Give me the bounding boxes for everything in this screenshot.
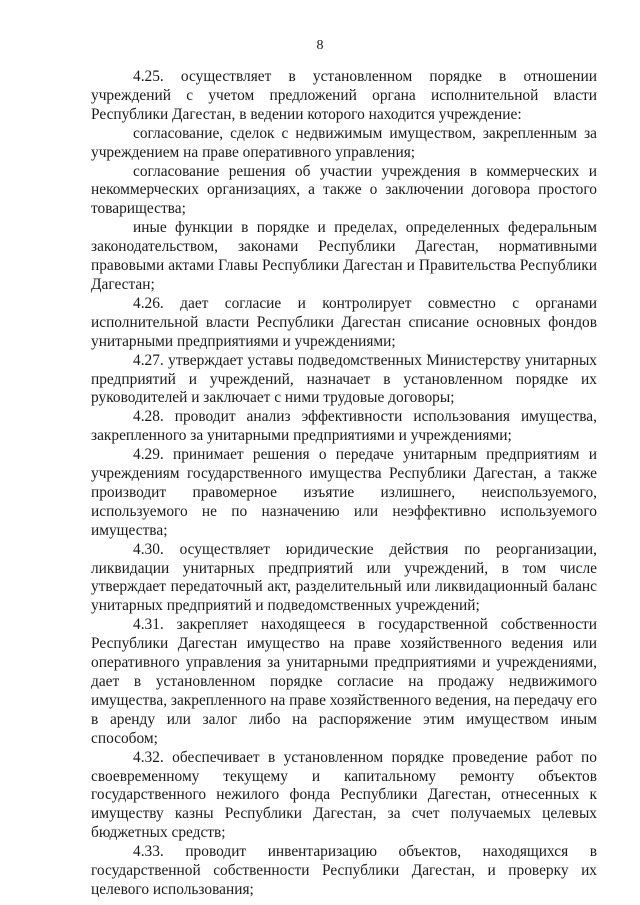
paragraph-approval-real-estate: согласование, сделок с недвижимым имуществом, закрепленным за учреждением на праве оперативного управления; (91, 124, 597, 161)
paragraph-4-25: 4.25. осуществляет в установленном порядке в отношении учреждений с учетом предложений органа исполнительной власти Республики Дагестан, в ведении которого находится учреждение: (91, 68, 597, 123)
paragraph-4-27: 4.27. утверждает уставы подведомственных Министерству унитарных предприятий и учреждений, назначает в установленном порядке их руководителей и заключает с ними трудовые договоры; (91, 351, 597, 407)
paragraph-4-31: 4.31. закрепляет находящееся в государственной собственности Республики Дагестан имущество на праве хозяйственного ведения или оперативного управления за унитарными предприятиями и учреждениями, дает в установленном порядке согласие на продажу недвижимого имущества, закрепленного на праве хозяйственного ведения, на передачу его в аренду или залог либо на распоряжение этим имуществом иным способом; (91, 616, 597, 747)
paragraph-4-32: 4.32. обеспечивает в установленном порядке проведение работ по своевременному текущему и капитальному ремонту объектов государственного нежилого фонда Республики Дагестан, отнесенных к имуществу казны Республики Дагестан, за счет получаемых целевых бюджетных средств; (91, 748, 597, 842)
paragraph-4-33: 4.33. проводит инвентаризацию объектов, находящихся в государственной собственности Республики Дагестан, и проверку их целевого использования; (91, 843, 597, 898)
paragraph-4-28: 4.28. проводит анализ эффективности использования имущества, закрепленного за унитарными предприятиями и учреждениями; (91, 408, 597, 445)
paragraph-other-functions: иные функции в порядке и пределах, определенных федеральным законодательством, законами Республики Дагестан, нормативными правовыми актами Главы Республики Дагестан и Правительства Республики Дагестан; (91, 219, 597, 293)
paragraph-approval-participation: согласование решения об участии учреждения в коммерческих и некоммерческих организациях, а также о заключении договора простого товарищества; (91, 162, 597, 218)
paragraph-4-30: 4.30. осуществляет юридические действия по реорганизации, ликвидации унитарных предприятий или учреждений, в том числе утверждает передаточный акт, разделительный или ликвидационный баланс унитарных предприятий и подведомственных учреждений; (91, 540, 597, 615)
paragraph-4-26: 4.26. дает согласие и контролирует совместно с органами исполнительной власти Республики Дагестан списание основных фондов унитарными предприятиями и учреждениями; (91, 294, 597, 350)
paragraph-4-29: 4.29. принимает решения о передаче унитарным предприятиям и учреждениям государственного имущества Республики Дагестан, а также производит правомерное изъятие излишнего, неиспользуемого, используемого не по назначению или неэффективно используемого имущества; (91, 446, 597, 539)
page-number: 8 (316, 38, 324, 53)
document-body (91, 68, 597, 900)
